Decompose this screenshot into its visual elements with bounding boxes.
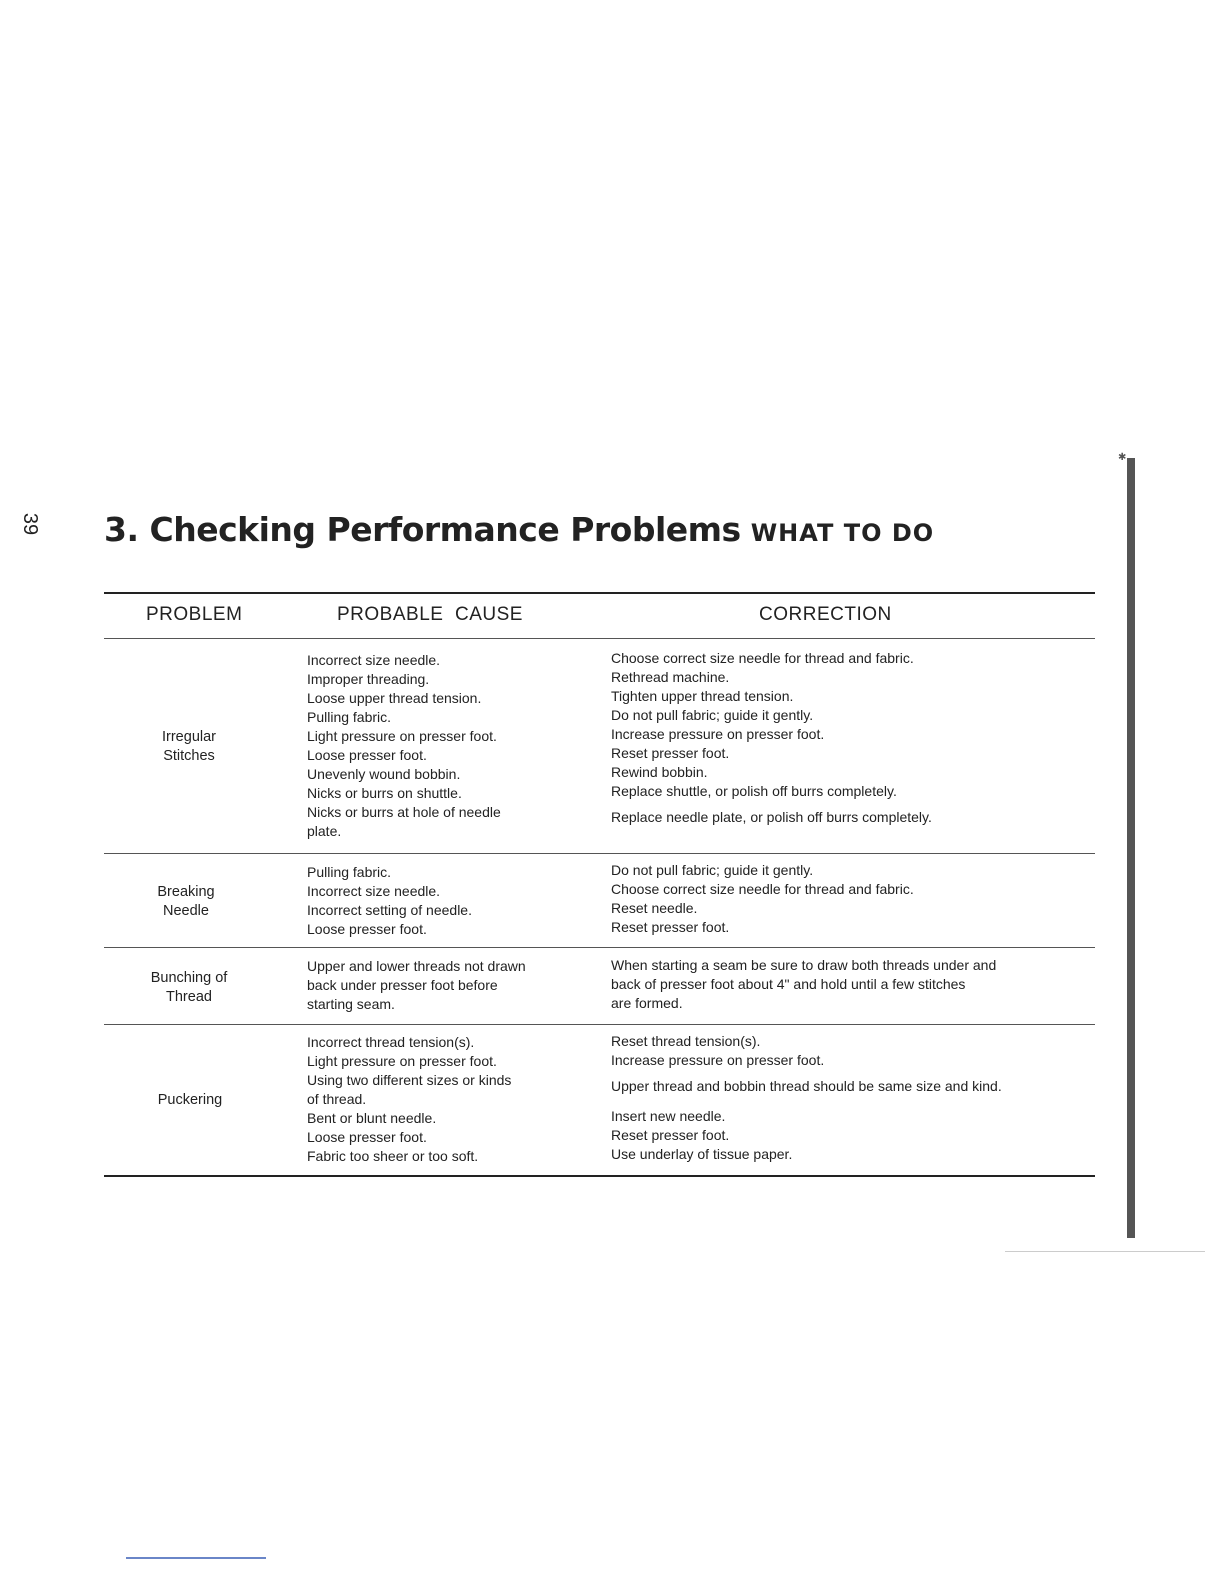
- binding-mark: ✱: [1118, 452, 1127, 463]
- cause-cell: [307, 957, 526, 1014]
- correction-line: Reset presser foot.: [611, 745, 730, 761]
- cause-line: Incorrect size needle.: [307, 652, 441, 668]
- correction-line: Increase pressure on presser foot.: [611, 1052, 825, 1068]
- problem-line: Bunching of: [150, 970, 228, 986]
- header-cause: PROBABLE CAUSE: [337, 604, 523, 625]
- correction-cell: [611, 861, 914, 937]
- cause-line: Light pressure on presser foot.: [307, 1053, 497, 1069]
- correction-line: Increase pressure on presser foot.: [611, 726, 825, 742]
- correction-line: Reset presser foot.: [611, 919, 730, 935]
- correction-line: Do not pull fabric; guide it gently.: [611, 862, 814, 878]
- problem-line: Thread: [166, 989, 212, 1005]
- cause-line: Loose presser foot.: [307, 747, 427, 763]
- header-problem: PROBLEM: [146, 604, 243, 625]
- header-bottom-rule: [104, 638, 1095, 639]
- cause-line: Upper and lower threads not drawn: [307, 958, 526, 974]
- footer-rule: [126, 1557, 266, 1559]
- cause-line: plate.: [307, 823, 342, 839]
- cause-line: Using two different sizes or kinds: [307, 1072, 512, 1088]
- correction-line: Replace needle plate, or polish off burrs completely.: [611, 809, 932, 825]
- correction-line: Rethread machine.: [611, 669, 730, 685]
- correction-line: When starting a seam be sure to draw both threads under and: [611, 957, 997, 973]
- cause-line: Incorrect size needle.: [307, 883, 441, 899]
- cause-line: Loose upper thread tension.: [307, 690, 482, 706]
- correction-line: Do not pull fabric; guide it gently.: [611, 707, 814, 723]
- cause-line: of thread.: [307, 1091, 367, 1107]
- cause-line: Incorrect setting of needle.: [307, 902, 472, 918]
- cause-line: Pulling fabric.: [307, 709, 392, 725]
- problem-line: Irregular: [162, 729, 216, 745]
- table-top-rule: [104, 592, 1095, 594]
- correction-line: Upper thread and bobbin thread should be same size and kind.: [611, 1078, 1002, 1094]
- cause-line: Nicks or burrs on shuttle.: [307, 785, 462, 801]
- cause-cell: [307, 651, 501, 841]
- correction-line: Reset thread tension(s).: [611, 1033, 761, 1049]
- cause-line: back under presser foot before: [307, 977, 498, 993]
- cause-cell: [307, 1033, 511, 1166]
- correction-line: Choose correct size needle for thread and fabric.: [611, 881, 914, 897]
- table-bottom-rule: [104, 1175, 1095, 1177]
- cause-line: Unevenly wound bobbin.: [307, 766, 461, 782]
- correction-line: Use underlay of tissue paper.: [611, 1146, 793, 1162]
- correction-cell: [611, 956, 996, 1013]
- problem-line: Puckering: [157, 1092, 223, 1108]
- cause-line: Loose presser foot.: [307, 921, 427, 937]
- problem-cell: [104, 969, 274, 1007]
- cause-line: Nicks or burrs at hole of needle: [307, 804, 501, 820]
- correction-line: back of presser foot about 4" and hold until a few stitches: [611, 976, 966, 992]
- problem-line: Stitches: [163, 748, 215, 764]
- correction-line: Insert new needle.: [611, 1108, 726, 1124]
- problem-cell: [105, 1091, 275, 1110]
- cause-line: Bent or blunt needle.: [307, 1110, 437, 1126]
- row-divider-3: [104, 1024, 1095, 1025]
- problem-cell: [101, 883, 271, 921]
- correction-cell: [611, 649, 932, 827]
- correction-line: Choose correct size needle for thread and fabric.: [611, 650, 914, 666]
- cause-line: Light pressure on presser foot.: [307, 728, 497, 744]
- header-correction: CORRECTION: [759, 604, 892, 625]
- cause-line: starting seam.: [307, 996, 395, 1012]
- correction-line: Tighten upper thread tension.: [611, 688, 794, 704]
- row-divider-2: [104, 947, 1095, 948]
- cause-cell: [307, 863, 472, 939]
- correction-line: Rewind bobbin.: [611, 764, 708, 780]
- problem-line: Needle: [163, 903, 209, 919]
- correction-cell: [611, 1032, 1002, 1164]
- problem-cell: [104, 728, 274, 766]
- page-title: [104, 510, 934, 549]
- title-main: 3. Checking Performance Problems: [104, 510, 741, 549]
- correction-line: Reset needle.: [611, 900, 698, 916]
- scan-line: [1005, 1251, 1205, 1252]
- cause-line: Incorrect thread tension(s).: [307, 1034, 475, 1050]
- cause-line: Fabric too sheer or too soft.: [307, 1148, 479, 1164]
- binding-edge-bar: [1127, 458, 1135, 1238]
- cause-line: Improper threading.: [307, 671, 430, 687]
- cause-line: Loose presser foot.: [307, 1129, 427, 1145]
- correction-line: Reset presser foot.: [611, 1127, 730, 1143]
- page-number: 39: [19, 512, 41, 536]
- correction-line: are formed.: [611, 995, 683, 1011]
- title-sub: WHAT TO DO: [750, 519, 935, 547]
- cause-line: Pulling fabric.: [307, 864, 392, 880]
- correction-line: Replace shuttle, or polish off burrs completely.: [611, 783, 897, 799]
- problem-line: Breaking: [157, 884, 215, 900]
- row-divider-1: [104, 853, 1095, 854]
